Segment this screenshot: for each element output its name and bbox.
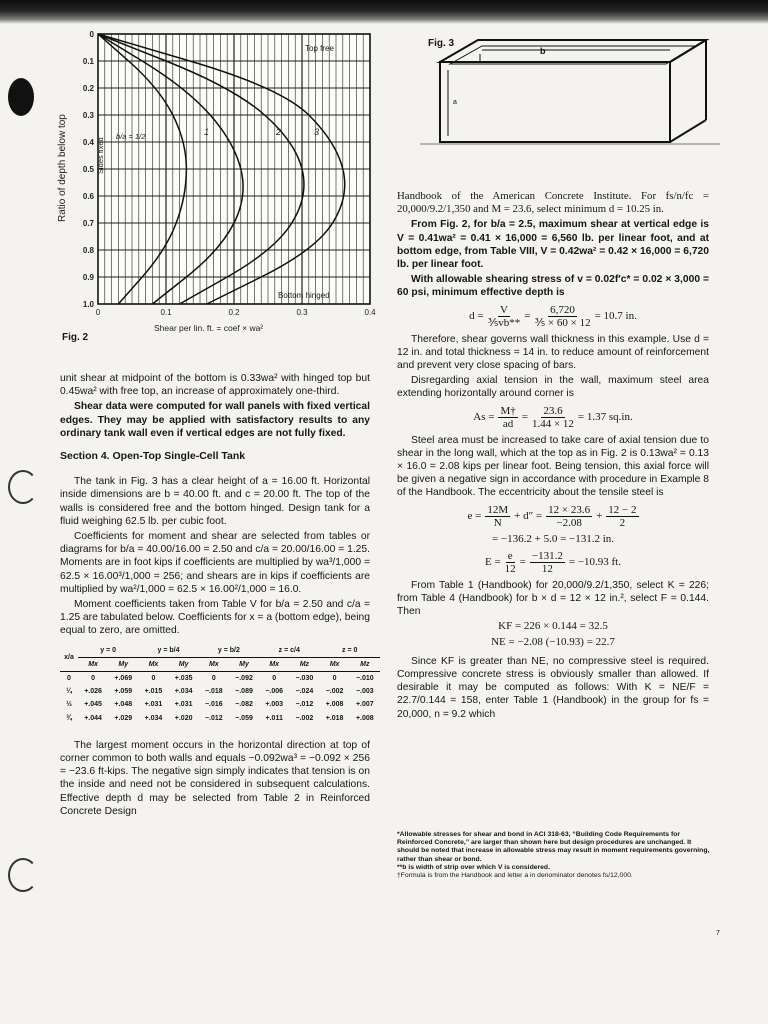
eq-denominator: −2.08 bbox=[556, 516, 582, 529]
table-row bbox=[60, 685, 380, 698]
table-row-head: ¼ bbox=[66, 688, 72, 696]
dimension-b: b bbox=[540, 46, 546, 56]
figure-3-label: Fig. 3 bbox=[428, 38, 455, 49]
chart-x-axis-label: Shear per lin. ft. = coef × wa² bbox=[154, 323, 264, 333]
table-sub-header: Mz bbox=[289, 657, 319, 671]
paragraph: Disregarding axial tension in the wall, maximum steel area extending horizontally around corner is bbox=[397, 375, 709, 400]
paragraph: unit shear at midpoint of the bottom is 0.33wa² with hinged top but 0.45wa² with free top, an increase of approximately one-third. bbox=[60, 373, 370, 398]
table-sub-header: Mx bbox=[78, 657, 108, 671]
eq-sign: + d″ = bbox=[514, 509, 543, 522]
eq-denominator: ad bbox=[502, 417, 514, 430]
paragraph: Therefore, shear governs wall thickness in this example. Use d = 12 in. and total thickness = 14 in. to reduce amount of reinforcement and prevent very close spacing of bars. bbox=[397, 333, 709, 372]
table-group-header: z = c/4 bbox=[259, 644, 319, 658]
paragraph: Steel area must be increased to take care of axial tension due to shear in the long wall, which at the top as in Fig. 2 is 0.13wa² = 0.13 × 16.0 = 2.08 kips per linear foot. Being tension, this axial force will be given a negative sign in accordance with procedure in Example 8 of the Handbook. The eccentricity about the tensile steel is bbox=[397, 434, 709, 499]
paragraph: Coefficients for moment and shear are selected from tables or diagrams for b/a = 40.00/16.00 = 2.50 and c/a = 20.00/16.00 = 1.25. Moments are in foot kips if coefficients are multiplied by wa³/1,000 = 62.5 × 16.00³/1,000 = 256; and shears are in kips if coefficients are multiplied by wa²/1,000 = 62.5 × 16.00²/1,000 = 16.0. bbox=[60, 531, 370, 595]
table-cell: −.016 bbox=[204, 701, 223, 709]
moment-coefficient-table bbox=[60, 644, 380, 725]
table-sub-header: Mx bbox=[259, 657, 289, 671]
eq-denominator: 2 bbox=[619, 516, 626, 529]
eq-lhs: e = bbox=[467, 509, 482, 522]
chart-y-axis-label: Ratio of depth below top bbox=[57, 114, 68, 222]
eq-numerator: 12 × 23.6 bbox=[548, 503, 591, 516]
eq-lhs: E = bbox=[484, 555, 501, 568]
table-group-header: y = 0 bbox=[78, 644, 138, 658]
x-tick-label: 0 bbox=[95, 308, 101, 317]
annotation-sides-fixed: Sides fixed bbox=[96, 137, 105, 174]
table-cell: +.007 bbox=[355, 701, 374, 709]
table-cell: +.044 bbox=[84, 714, 102, 722]
table-row bbox=[60, 712, 380, 725]
table-cell: 0 bbox=[211, 675, 216, 683]
table-cell: +.029 bbox=[114, 714, 133, 722]
paragraph: From Fig. 2, for b/a = 2.5, maximum shear at vertical edge is V = 0.41wa² = 0.41 × 16,000 = 6,560 lb. per linear foot, and at bottom edge, from Table VIII, V = 0.42wa² = 0.42 × 16,000 = 6,720 lb. per linear foot. bbox=[397, 219, 709, 271]
table-cell: +.003 bbox=[265, 701, 284, 709]
table-cell: +.008 bbox=[325, 701, 344, 709]
table-cell: 0 bbox=[332, 675, 337, 683]
x-tick-label: 0.3 bbox=[296, 308, 308, 317]
paragraph: The tank in Fig. 3 has a clear height of a = 16.00 ft. Horizontal inside dimensions are b = 40.00 ft. and c = 20.00 ft. The top of the walls is considered free and the bottom hinged. Design tank for a fluid weighing 62.5 lb. per cubic foot. bbox=[60, 476, 370, 527]
table-cell: −.024 bbox=[295, 688, 314, 696]
eq-denominator: 1.44 × 12 bbox=[531, 417, 574, 430]
annotation-bottom-hinged: Bottom hinged bbox=[278, 291, 330, 300]
table-cell: +.048 bbox=[114, 701, 133, 709]
y-tick-label: 0.8 bbox=[82, 246, 94, 255]
table-sub-header: My bbox=[169, 657, 199, 671]
equation-eccentricity-result: = −136.2 + 5.0 = −131.2 in. bbox=[491, 532, 615, 545]
table-sub-header: Mx bbox=[138, 657, 168, 671]
eq-denominator: ⅗ × 60 × 12 bbox=[534, 316, 591, 329]
curve-label-3: 3 bbox=[314, 127, 320, 137]
table-cell: −.002 bbox=[295, 714, 314, 722]
table-cell: +.026 bbox=[84, 688, 102, 696]
table-cell: +.034 bbox=[174, 688, 193, 696]
eq-result: = 1.37 sq.in. bbox=[577, 410, 633, 423]
eq-sign: + bbox=[596, 509, 603, 522]
curve-label-2: 2 bbox=[276, 127, 282, 137]
ring-hole-mark bbox=[8, 858, 38, 892]
table-sub-header: Mz bbox=[350, 657, 380, 671]
table-cell: −.059 bbox=[235, 714, 253, 722]
y-tick-label: 0.7 bbox=[82, 219, 94, 228]
paragraph: Moment coefficients taken from Table V for b/a = 2.50 and c/a = 1.25 are tabulated below. Coefficients for x = a (bottom edge), being equal to zero, are omitted. bbox=[60, 599, 370, 637]
table-group-header: z = 0 bbox=[319, 644, 380, 658]
paragraph: Shear data were computed for wall panels with fixed vertical edges. They may be applied with satisfactory results to any ordinary tank wall even if vertical edges are not fully fixed. bbox=[60, 401, 370, 439]
table-cell: 0 bbox=[91, 675, 96, 683]
y-tick-label: 0.9 bbox=[82, 273, 94, 282]
curve-label-1: 1 bbox=[204, 127, 210, 137]
equation-effective-depth bbox=[397, 304, 709, 329]
footnote: *Allowable stresses for shear and bond in ACI 318-63, “Building Code Requirements for Reinforced Concrete,” are larger than shown here but design procedures are unchanged. It should be noted that increase in allowable stress may result in moment requirements governing, rather than shear or bond. bbox=[397, 831, 710, 863]
eq-sign: = bbox=[521, 410, 528, 423]
table-cell: +.034 bbox=[144, 714, 163, 722]
paragraph: Since KF is greater than NE, no compressive steel is required. Compressive concrete stress is obviously smaller than allowed. If desirable it may be computed as follows: With K = NE/F = 22.7/0.144 = 158, enter Table 1 (Handbook) in the group for fs = 20,000, n = 9.2 which bbox=[397, 655, 709, 720]
table-cell: +.045 bbox=[84, 701, 102, 709]
table-cell: −.002 bbox=[325, 688, 344, 696]
table-cell: 0 bbox=[272, 675, 277, 683]
table-cell: +.059 bbox=[114, 688, 133, 696]
table-cell: −.018 bbox=[204, 688, 223, 696]
y-tick-label: 0.3 bbox=[82, 111, 94, 120]
eq-numerator: 23.6 bbox=[543, 404, 563, 417]
page-number: 7 bbox=[716, 930, 720, 937]
left-column bbox=[60, 372, 374, 820]
table-cell: +.011 bbox=[265, 714, 283, 722]
table-cell: +.035 bbox=[174, 675, 193, 683]
curve-label-half: b/a = 1/2 bbox=[116, 132, 146, 141]
table-rowhead: x/a bbox=[60, 644, 78, 672]
table-cell: −.030 bbox=[295, 675, 314, 683]
eq-denominator: 12 bbox=[504, 562, 516, 575]
eq-numerator: 6,720 bbox=[550, 303, 575, 316]
table-group-header: y = b/2 bbox=[199, 644, 259, 658]
y-tick-label: 0 bbox=[89, 30, 94, 39]
table-cell: −.006 bbox=[265, 688, 284, 696]
table-cell: −.082 bbox=[235, 701, 253, 709]
y-tick-label: 0.2 bbox=[82, 84, 94, 93]
equation-eccentricity-ft bbox=[397, 550, 709, 575]
tank-isometric-drawing bbox=[420, 32, 720, 172]
equation-kf: KF = 226 × 0.144 = 32.5 bbox=[498, 620, 608, 633]
table-cell: +.008 bbox=[355, 714, 374, 722]
eq-numerator: V bbox=[499, 303, 508, 316]
table-row-head: ½ bbox=[66, 701, 72, 709]
table-cell: −.092 bbox=[235, 675, 253, 683]
eq-result: = −10.93 ft. bbox=[568, 555, 621, 568]
table-sub-header: My bbox=[229, 657, 259, 671]
y-tick-label: 0.5 bbox=[82, 165, 94, 174]
y-tick-label: 1.0 bbox=[82, 300, 94, 309]
eq-sign: = bbox=[519, 555, 526, 568]
table-cell: −.012 bbox=[295, 701, 314, 709]
table-group-header: y = b/4 bbox=[138, 644, 198, 658]
punch-hole-mark bbox=[8, 78, 34, 116]
footnotes bbox=[397, 831, 712, 880]
eq-result: = 10.7 in. bbox=[594, 309, 637, 322]
table-cell: +.031 bbox=[174, 701, 193, 709]
figure-2-label: Fig. 2 bbox=[62, 332, 89, 343]
shear-coefficient-chart bbox=[56, 22, 386, 342]
table-cell: +.018 bbox=[325, 714, 344, 722]
paragraph: The largest moment occurs in the horizontal direction at top of corner common to both walls and equals −0.092wa³ = −0.092 × 256 = −23.6 ft-kips. The negative sign simply indicates that tension is on the inside and need not be considered in subsequent calculations. Effective depth d may be selected from Table 2 in Reinforced Concrete Design bbox=[60, 739, 370, 817]
x-tick-label: 0.2 bbox=[228, 308, 240, 317]
annotation-top-free: Top free bbox=[305, 44, 334, 53]
table-sub-header: Mx bbox=[199, 657, 229, 671]
x-tick-label: 0.1 bbox=[160, 308, 172, 317]
section-heading: Section 4. Open-Top Single-Cell Tank bbox=[60, 450, 246, 463]
y-tick-label: 0.1 bbox=[82, 57, 94, 66]
table-cell: +.069 bbox=[114, 675, 133, 683]
eq-numerator: e bbox=[507, 549, 513, 562]
table-sub-header: My bbox=[108, 657, 138, 671]
paragraph: Handbook of the American Concrete Institute. For fs/n/fc = 20,000/9.2/1,350 and M = 23.6, select minimum d = 10.25 in. bbox=[397, 190, 709, 216]
footnote: **b is width of strip over which V is considered. bbox=[397, 863, 550, 871]
footnote: †Formula is from the Handbook and letter a in denominator denotes fs/12,000. bbox=[397, 872, 633, 880]
equation-ne: NE = −2.08 (−10.93) = 22.7 bbox=[491, 635, 615, 648]
eq-numerator: −131.2 bbox=[531, 549, 563, 562]
eq-numerator: 12 − 2 bbox=[608, 503, 637, 516]
equation-eccentricity bbox=[397, 504, 709, 529]
table-cell: 0 bbox=[151, 675, 156, 683]
eq-lhs: As = bbox=[473, 410, 495, 423]
table-cell: +.015 bbox=[144, 688, 163, 696]
scan-edge-band bbox=[0, 0, 768, 24]
paragraph: From Table 1 (Handbook) for 20,000/9.2/1,350, select K = 226; from Table 4 (Handbook) for b × d = 12 × 12 in.², select F = 0.144. Then bbox=[397, 579, 709, 618]
table-cell: −.010 bbox=[355, 675, 374, 683]
table-cell: +.020 bbox=[174, 714, 193, 722]
eq-denominator: ⅗vb** bbox=[487, 316, 521, 329]
eq-denominator: N bbox=[493, 516, 502, 529]
eq-numerator: 12M bbox=[487, 503, 509, 516]
dimension-a: a bbox=[453, 99, 457, 106]
table-body bbox=[60, 672, 380, 725]
x-tick-label: 0.4 bbox=[364, 308, 376, 317]
chart-grid bbox=[98, 34, 370, 304]
table-cell: −.012 bbox=[204, 714, 223, 722]
table-cell: −.003 bbox=[355, 688, 374, 696]
eq-sign: = bbox=[524, 309, 531, 322]
table-cell: −.089 bbox=[235, 688, 253, 696]
y-tick-label: 0.6 bbox=[82, 192, 94, 201]
right-column bbox=[397, 190, 709, 723]
table-row-head: ¾ bbox=[66, 714, 72, 722]
table-cell: +.031 bbox=[144, 701, 163, 709]
ring-hole-mark bbox=[8, 470, 38, 504]
table-sub-header: Mx bbox=[319, 657, 349, 671]
table-row bbox=[60, 672, 380, 686]
eq-denominator: 12 bbox=[541, 562, 553, 575]
equation-steel-area bbox=[397, 405, 709, 430]
table-row bbox=[60, 698, 380, 711]
paragraph: With allowable shearing stress of v = 0.02f′c* = 0.02 × 3,000 = 60 psi, minimum effective depth is bbox=[397, 274, 709, 299]
eq-lhs: d = bbox=[469, 309, 484, 322]
y-tick-label: 0.4 bbox=[82, 138, 94, 147]
eq-numerator: M† bbox=[500, 404, 516, 417]
table-row-head: 0 bbox=[67, 675, 71, 683]
